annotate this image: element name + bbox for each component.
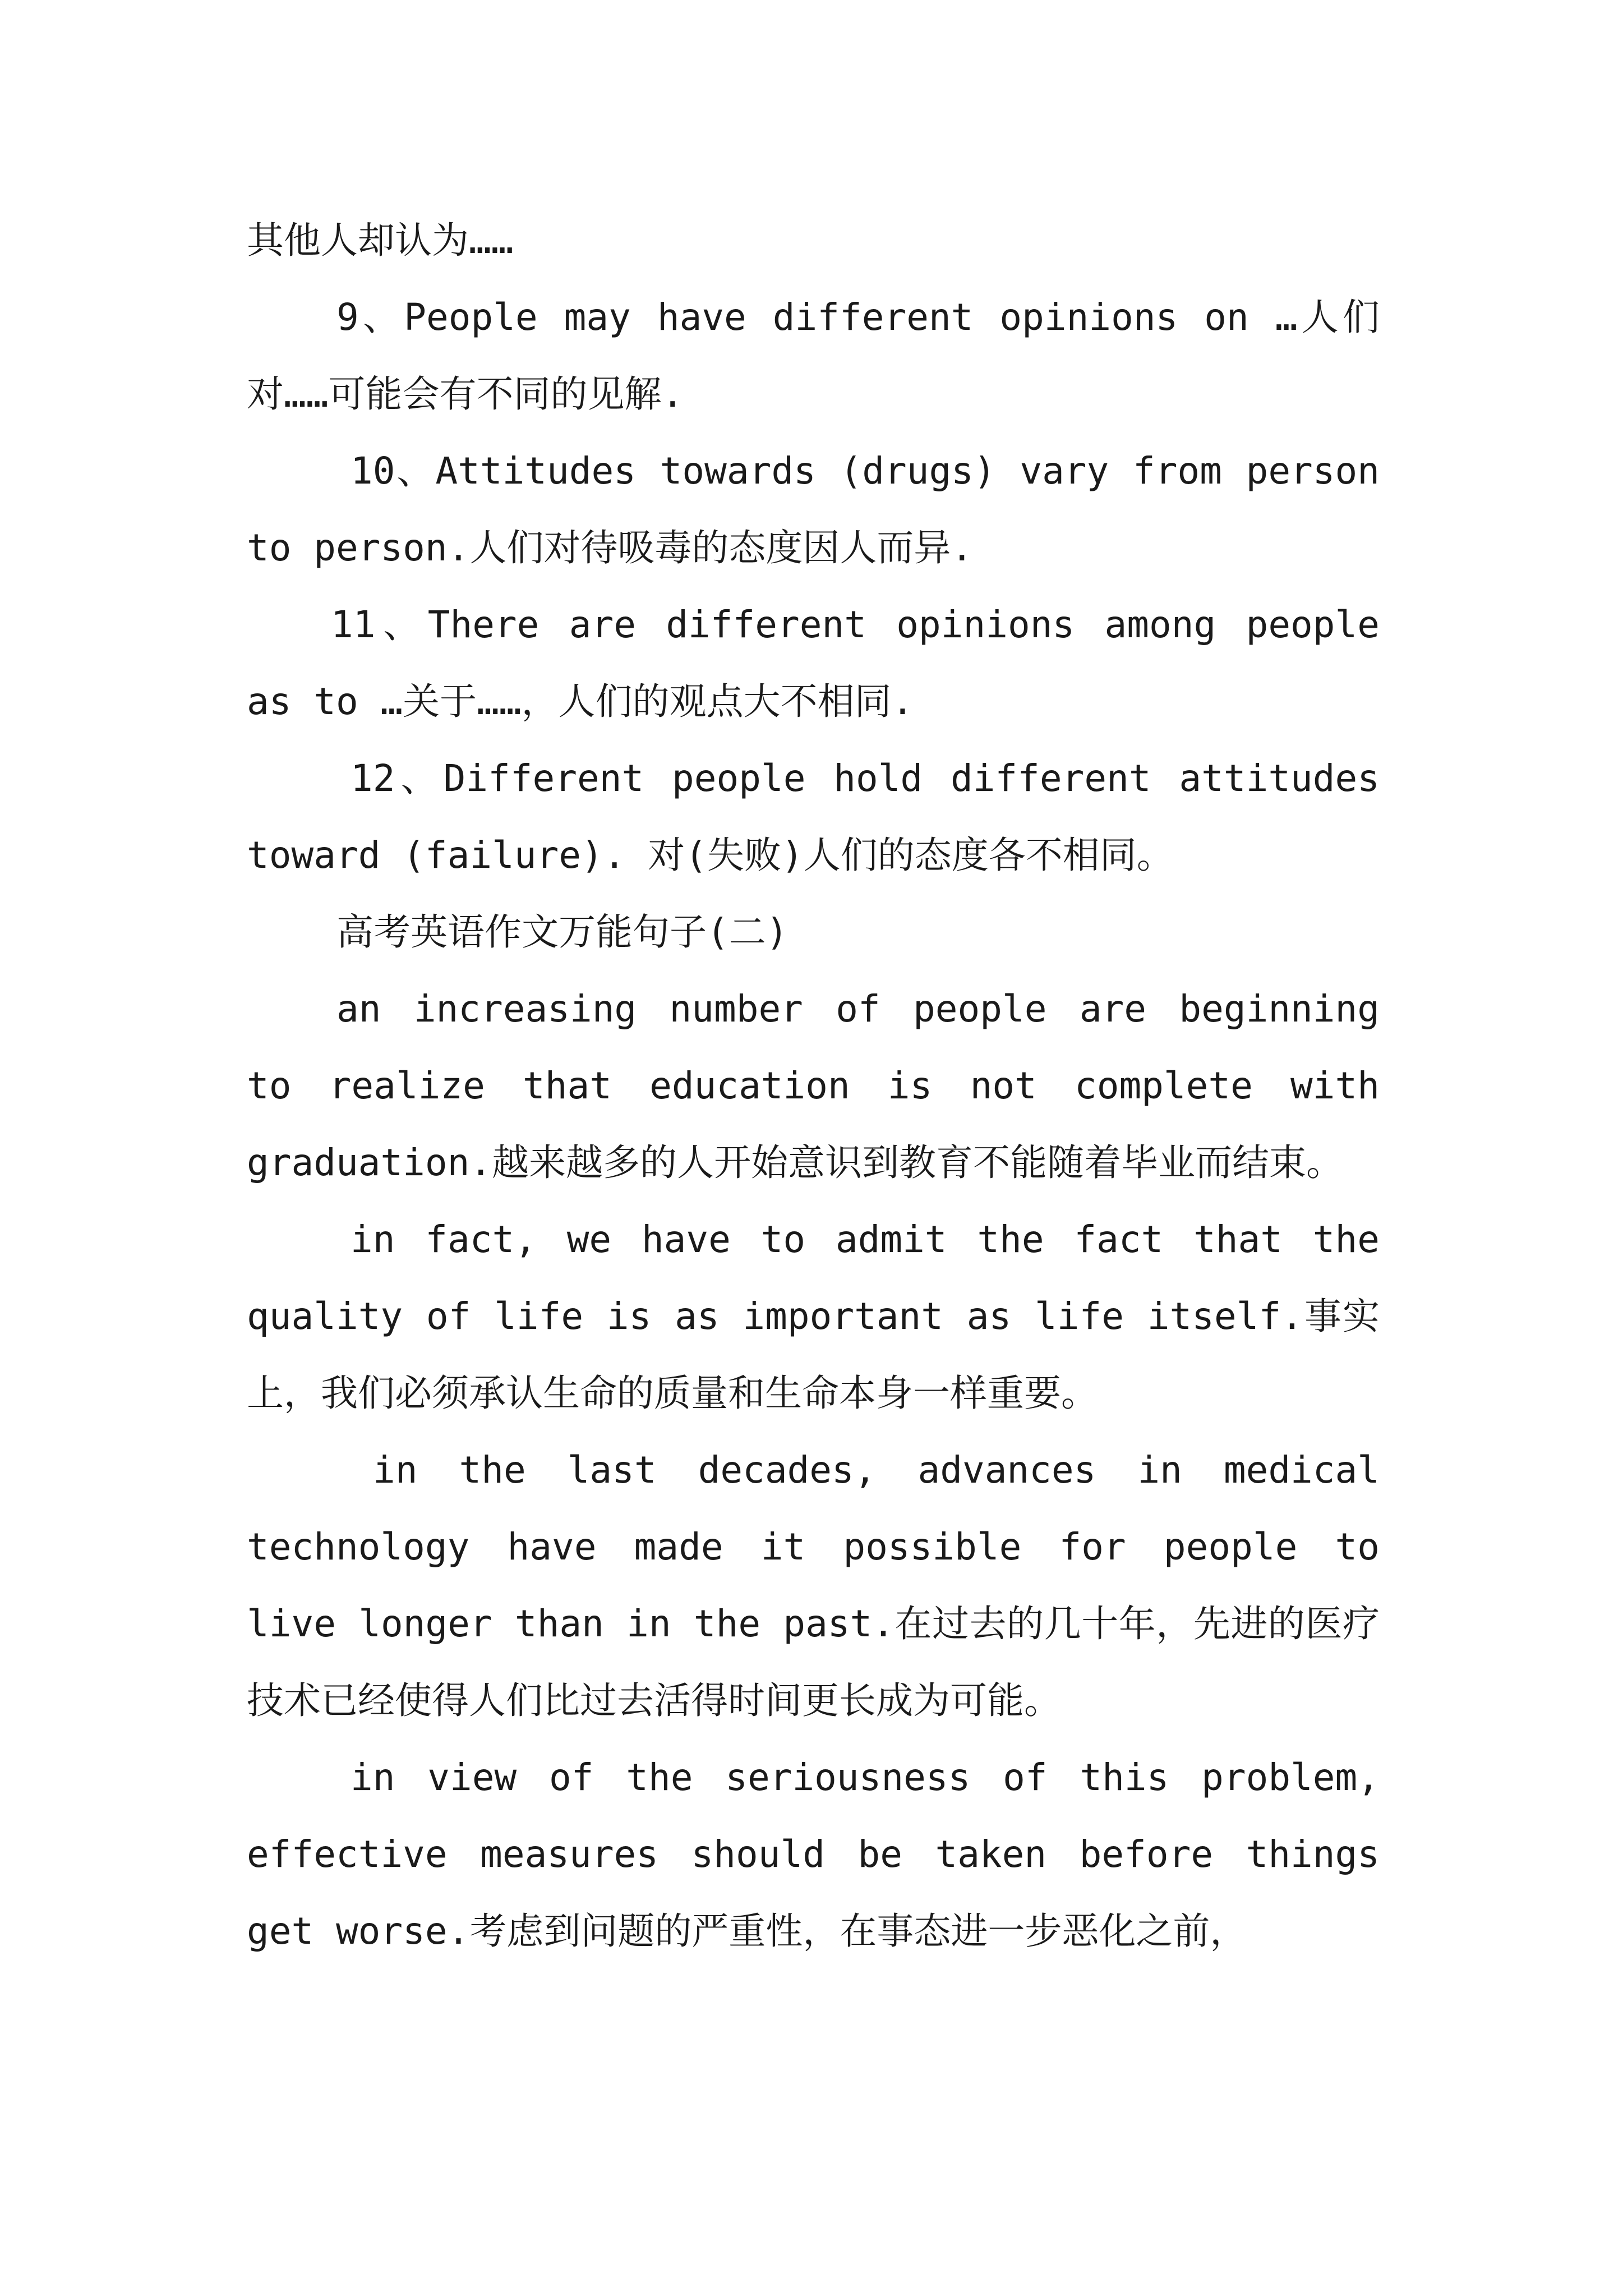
paragraph-sentence-1: an increasing number of people are beginning to realize that education is not complete with graduation.越来越多的人开始意识到教育不能随着毕业而结束。 xyxy=(247,987,1380,1184)
paragraph-item-10: 10、Attitudes towards (drugs) vary from person to person.人们对待吸毒的态度因人而异. xyxy=(247,449,1380,569)
paragraph-sentence-2: in fact, we have to admit the fact that the quality of life is as important as life itself.事实上，我们必须承认生命的质量和生命本身一样重要。 xyxy=(247,1218,1380,1415)
paragraph-item-9: 9、People may have different opinions on …人们对……可能会有不同的见解. xyxy=(247,296,1380,416)
paragraph-sentence-4: in view of the seriousness of this problem, effective measures should be taken before things get worse.考虑到问题的严重性，在事态进一步恶化之前， xyxy=(247,1756,1380,1953)
document-body xyxy=(247,202,1380,1970)
paragraph-sentence-3: in the last decades, advances in medical technology have made it possible for people to live longer than in the past.在过去的几十年，先进的医疗技术已经使得人们比过去活得时间更长成为可能。 xyxy=(247,1448,1380,1722)
paragraph-continuation: 其他人却认为…… xyxy=(247,219,514,262)
paragraph-item-11: 11、There are different opinions among people as to …关于……，人们的观点大不相同. xyxy=(247,603,1380,723)
paragraph-item-12: 12、Different people hold different attitudes toward (failure). 对(失败)人们的态度各不相同。 xyxy=(247,757,1380,877)
section-heading: 高考英语作文万能句子(二) xyxy=(336,910,789,954)
